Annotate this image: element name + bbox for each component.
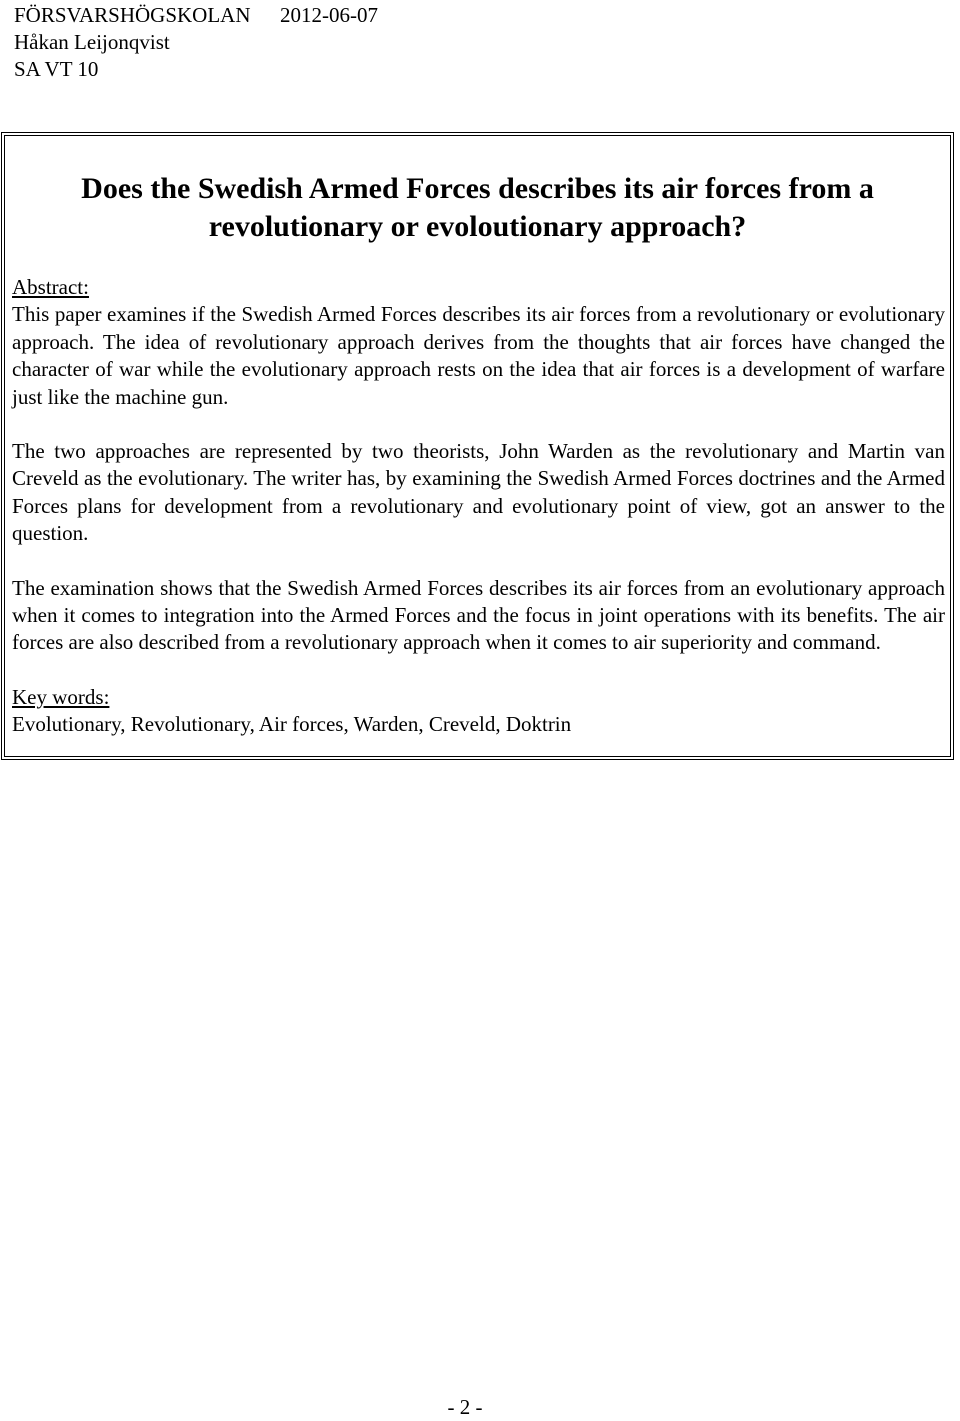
header-top-row	[14, 2, 378, 29]
abstract-box	[1, 132, 954, 760]
institution-name: FÖRSVARSHÖGSKOLAN	[14, 3, 251, 27]
abstract-heading: Abstract:	[12, 275, 89, 299]
title-line-1: Does the Swedish Armed Forces describes its air forces from a	[81, 172, 874, 205]
document-title	[15, 170, 940, 246]
document-header	[14, 2, 378, 83]
abstract-content	[12, 274, 945, 739]
title-line-2: revolutionary or evoloutionary approach?	[208, 210, 747, 243]
keywords-list: Evolutionary, Revolutionary, Air forces, Warden, Creveld, Doktrin	[12, 712, 572, 737]
abstract-paragraph-3: The examination shows that the Swedish Armed Forces describes its air forces from an evolutionary approach when it comes to integration into the Armed Forces and the focus in joint operations with its benefits. The air forces are also described from a revolutionary approach when it comes to air superiority and command.	[12, 575, 945, 655]
document-date: 2012-06-07	[280, 3, 378, 27]
keywords-heading: Key words:	[12, 684, 110, 709]
page-number: - 2 -	[447, 1395, 483, 1419]
abstract-paragraph-1: This paper examines if the Swedish Armed Forces describes its air forces from a revolutionary or evolutionary approach. The idea of revolutionary approach derives from the thoughts that air forces have changed the character of war while the evolutionary approach rests on the idea that air forces is a development of warfare just like the machine gun.	[12, 302, 945, 409]
abstract-paragraph-2: The two approaches are represented by two theorists, John Warden as the revolutionary and Martin van Creveld as the evolutionary. The writer has, by examining the Swedish Armed Forces doctrines and the Armed Forces plans for development from a revolutionary and evolutionary point of view, got an answer to the question.	[12, 439, 945, 546]
course-code: SA VT 10	[14, 57, 99, 81]
author-name: Håkan Leijonqvist	[14, 30, 170, 54]
